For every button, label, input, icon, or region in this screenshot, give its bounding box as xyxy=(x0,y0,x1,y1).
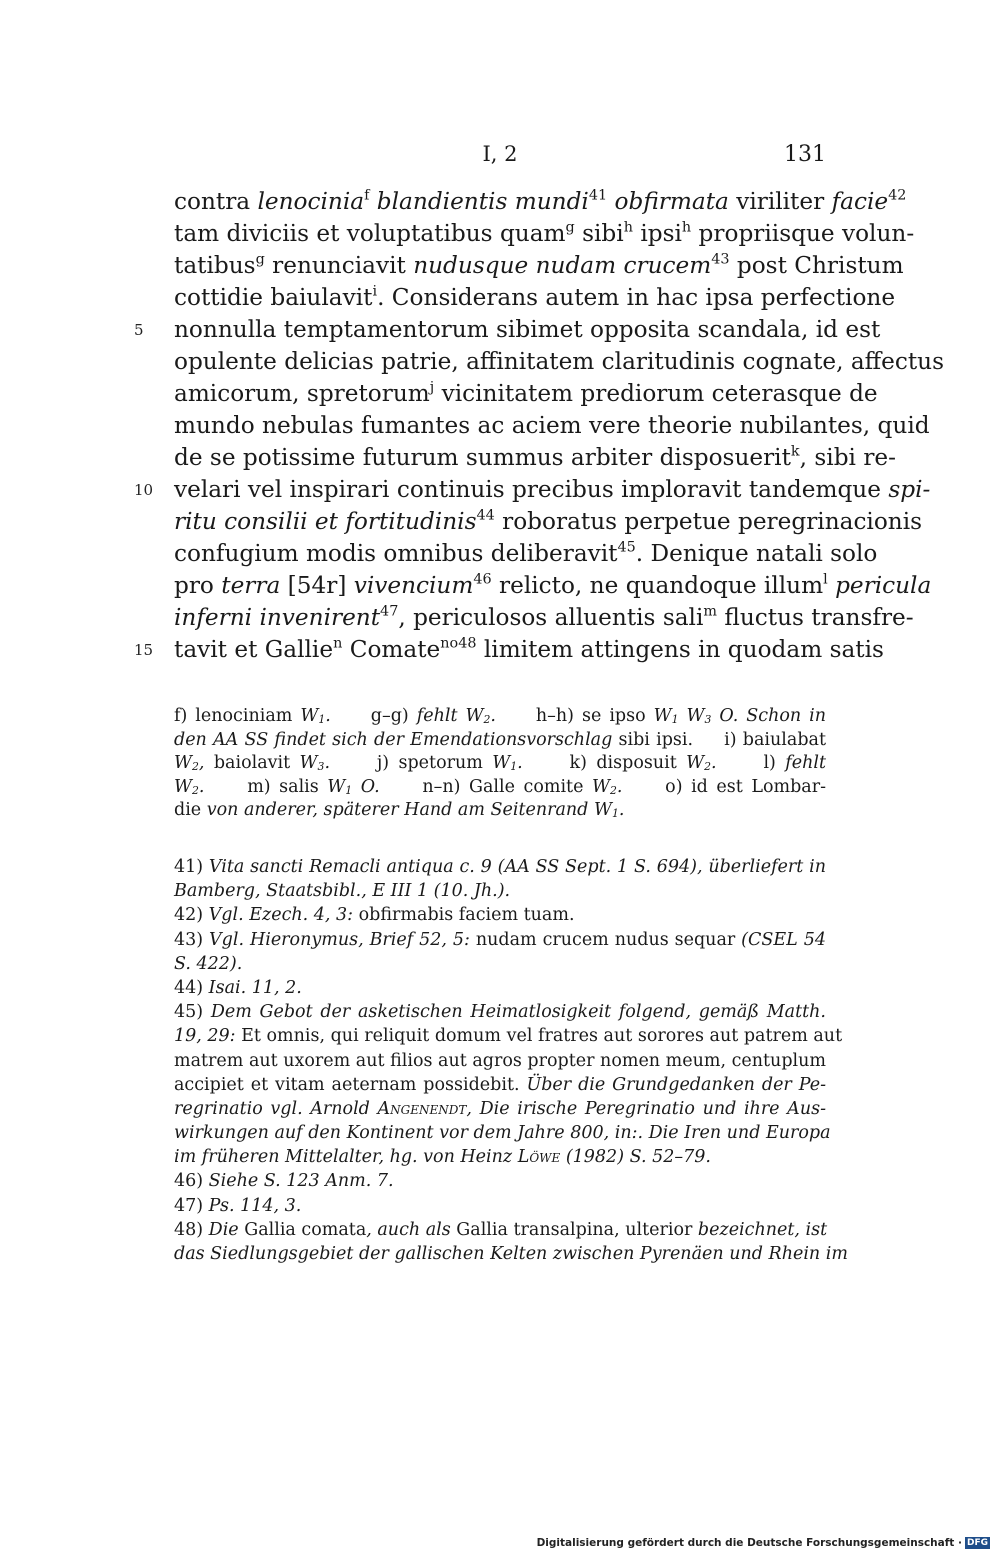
text-line: ritu consilii et fortitudinis$^{44}$ roboratus perpetue peregrinacionis xyxy=(174,507,923,535)
footnote-line: das Siedlungsgebiet der gallischen Kelten zwischen Pyrenäen und Rhein im xyxy=(174,1244,848,1264)
text-line: pro terra [54r] vivencium$^{46}$ relicto, ne quandoque illum$^l$ pericula xyxy=(174,571,932,599)
dfg-funding-notice xyxy=(537,1536,990,1550)
footnote-line: 45) Dem Gebot der asketischen Heimatlosigkeit folgend, gemäß Matth. xyxy=(174,1002,826,1023)
text-line: 5 nonnulla temptamentorum sibimet opposita scandala, id est xyxy=(174,314,826,346)
footnote-line: Bamberg, Staatsbibl., E III 1 (10. Jh.). xyxy=(174,881,511,902)
footnote-line: 19, 29: Et omnis, qui reliquit domum vel fratres aut sorores aut patrem aut xyxy=(174,1026,843,1047)
footnote-line: S. 422). xyxy=(174,953,243,974)
apparatus-line: $W_2$, baiolavit $W_3$. j) spetorum $W_1$. k) disposuit $W_2$. l) fehlt xyxy=(174,753,826,774)
text-line: 15 tavit et Gallie$^n$ Comate$^{no48}$ limitem attingens in quodam satis xyxy=(174,634,826,666)
text-line: opulente delicias patrie, affinitatem claritudinis cognate, affectus xyxy=(174,348,945,375)
footnote-line: 41) Vita sancti Remacli antiqua c. 9 (AA SS Sept. 1 S. 694), überliefert in xyxy=(174,857,826,877)
apparatus-line: den AA SS findet sich der Emendationsvorschlag sibi ipsi. i) baiulabat xyxy=(174,729,826,750)
line-number: 5 xyxy=(134,321,144,339)
apparatus-line: f) lenociniam $W_1$. g–g) fehlt $W_2$. h–h) se ipso $W_1$ $W_3$ O. Schon in xyxy=(174,706,827,727)
footnotes xyxy=(174,855,848,1266)
text-line: inferni invenirent$^{47}$, periculosos alluentis sali$^m$ fluctus transfre- xyxy=(174,603,914,631)
text-line: cottidie baiulavit$^i$. Considerans autem in hac ipsa perfectione xyxy=(174,283,896,311)
footnote-line: accipiet et vitam aeternam possidebit. Über die Grundgedanken der Pe- xyxy=(174,1074,826,1095)
text-line: amicorum, spretorum$^j$ vicinitatem prediorum ceterasque de xyxy=(174,379,878,407)
footnote-line: 43) Vgl. Hieronymus, Brief 52, 5: nudam crucem nudus sequar (CSEL 54 xyxy=(174,929,826,950)
text-line: tam diviciis et voluptatibus quam$^g$ sibi$^h$ ipsi$^h$ propriisque volun- xyxy=(174,219,915,247)
footnote-line: matrem aut uxorem aut filios aut agros propter nomen meum, centuplum xyxy=(174,1050,826,1071)
footnote-line: im früheren Mittelalter, hg. von Heinz Löwe (1982) S. 52–79. xyxy=(174,1147,711,1168)
dfg-logo-icon: DFG xyxy=(966,1538,988,1548)
footnote-line: 47) Ps. 114, 3. xyxy=(174,1195,302,1216)
text-line: tatibus$^g$ renunciavit nudusque nudam crucem$^{43}$ post Christum xyxy=(174,251,904,279)
footnote-line: wirkungen auf den Kontinent vor dem Jahre 800, in:. Die Iren und Europa xyxy=(174,1123,831,1144)
line-number: 10 xyxy=(134,481,154,499)
apparatus-line: $W_2$. m) salis $W_1$ O. n–n) Galle comite $W_2$. o) id est Lombar- xyxy=(174,776,827,797)
text-line: mundo nebulas fumantes ac aciem vere theorie nubilantes, quid xyxy=(174,412,930,439)
main-text xyxy=(134,186,945,666)
section-heading: I, 2 xyxy=(482,142,518,166)
footnote-line: 46) Siehe S. 123 Anm. 7. xyxy=(174,1171,394,1192)
critical-apparatus xyxy=(174,705,826,823)
footnote-line: 44) Isai. 11, 2. xyxy=(174,977,302,998)
line-number: 15 xyxy=(134,641,154,659)
footnote-line: 48) Die Gallia comata, auch als Gallia transalpina, ulterior bezeichnet, ist xyxy=(174,1219,828,1240)
text-line: 10 velari vel inspirari continuis precibus imploravit tandemque spi- xyxy=(174,474,826,506)
text-line: de se potissime futurum summus arbiter disposuerit$^k$, sibi re- xyxy=(174,443,896,471)
text-line: contra lenocinia$^f$ blandientis mundi$^{41}$ obfirmata viriliter facie$^{42}$ xyxy=(174,187,907,215)
apparatus-line: die von anderer, späterer Hand am Seitenrand $W_1$. xyxy=(174,800,625,821)
text-line: confugium modis omnibus deliberavit$^{45}$. Denique natali solo xyxy=(174,539,878,567)
footnote-line: 42) Vgl. Ezech. 4, 3: obfirmabis faciem tuam. xyxy=(174,905,575,926)
footnote-line: regrinatio vgl. Arnold Angenendt, Die irische Peregrinatio und ihre Aus- xyxy=(174,1098,826,1119)
dfg-funding-text: Digitalisierung gefördert durch die Deutsche Forschungsgemeinschaft · xyxy=(536,1537,962,1549)
page-number: 131 xyxy=(784,142,826,167)
running-header xyxy=(174,142,826,172)
